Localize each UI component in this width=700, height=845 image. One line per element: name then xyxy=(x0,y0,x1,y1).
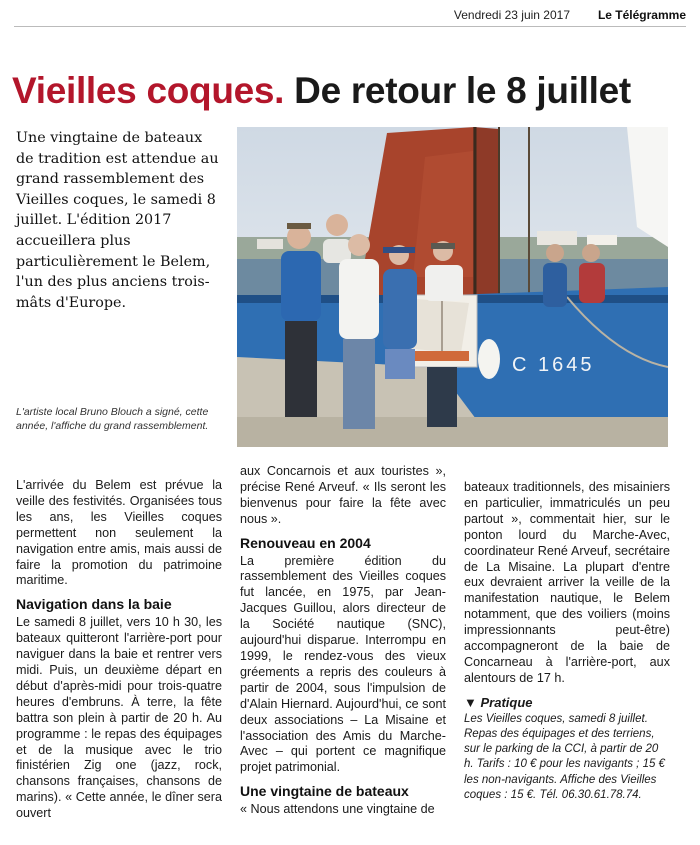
paragraph: bateaux traditionnels, des misainiers en particulier, immatriculés un peu partout », commentait hier, sur le ponton lourd du Marche-Avec, coordinateur René Arveuf, secrétaire de La Misaine. La plupart d'entre eux devraient arriver la veille de la manifestation nautique, le Belem notamment, que des voiliers (moins impressionnants peut-être) accompagneront de la baie de Concarneau à l'arrière-port, aux alentours de 17 h. xyxy=(464,480,670,685)
pratique-heading: ▼ Pratique xyxy=(464,694,533,710)
header-date: Vendredi 23 juin 2017 xyxy=(453,8,570,22)
headline xyxy=(12,70,631,112)
hull-number: C 1645 xyxy=(512,354,595,376)
article-column-3 xyxy=(464,480,670,803)
paragraph: L'arrivée du Belem est prévue la veille des festivités. Organisées tous les ans, les Vieilles coques permettent non seulement la navigation entre amis, mais aussi de faire la promotion du patrimoine maritime. xyxy=(16,478,222,588)
paragraph: La première édition du rassemblement des Vieilles coques fut lancée, en 1975, par Jean-Jacques Guillou, alors directeur de la Société nautique (SNC), aujourd'hui disparue. Interrompu en 1999, le rendez-vous des vieux gréements a repris des couleurs à partir de 2004, sous l'impulsion de d'Alain Hiernard. Aujourd'hui, ce sont deux associations – La Misaine et l'association des Amis du Marche-Avec – qui portent ce magnifique projet patrimonial. xyxy=(240,553,446,775)
paragraph: « Nous attendons une vingtaine de xyxy=(240,802,435,817)
photo-caption: L'artiste local Bruno Blouch a signé, cette année, l'affiche du grand rassemblement. xyxy=(16,406,209,432)
header-rule xyxy=(14,26,686,27)
paragraph: Le samedi 8 juillet, vers 10 h 30, les bateaux quitteront l'arrière-port pour naviguer dans la baie et rentrer vers midi. Puis, un deuxième départ en début d'après-midi pour trois-quatre heures d'embruns. À terre, la fête battra son plein à partir de 20 h. Au programme : le repas des équipages et de la musique avec le trio finistérien Zig one (jazz, rock, chansons françaises, chansons de marins). « Cette année, le dîner sera ouvert xyxy=(16,615,222,821)
pratique-info: Les Vieilles coques, samedi 8 juillet. Repas des équipages et des terriens, sur le parking de la CCI, à partir de 20 h. Tarifs : 10 € pour les navigants ; 15 € les non-navigants. Affiche des Vieilles coques : 15 €. Tél. 06.30.61.78.74. xyxy=(464,712,665,801)
lead-paragraph: Une vingtaine de bateaux de tradition est attendue au grand rassemblement des Vieilles coques, le samedi 8 juillet. L'édition 2017 accueillera plus particulièrement le Belem, l'un des plus anciens trois-mâts d'Europe. xyxy=(16,130,219,311)
newspaper-name: Le Télégramme xyxy=(597,8,686,22)
headline-keyword: Vieilles coques. xyxy=(12,70,285,111)
article-photo xyxy=(237,127,668,447)
subheading: Navigation dans la baie xyxy=(16,596,172,613)
article-column-1 xyxy=(16,478,222,822)
paragraph: aux Concarnois et aux touristes », précise René Arveuf. « Ils seront les bienvenus pour faire la fête avec nous ». xyxy=(240,464,446,526)
subheading: Renouveau en 2004 xyxy=(240,534,371,551)
article-column-2 xyxy=(240,464,446,818)
headline-title: De retour le 8 juillet xyxy=(294,70,631,111)
subheading: Une vingtaine de bateaux xyxy=(240,783,409,800)
